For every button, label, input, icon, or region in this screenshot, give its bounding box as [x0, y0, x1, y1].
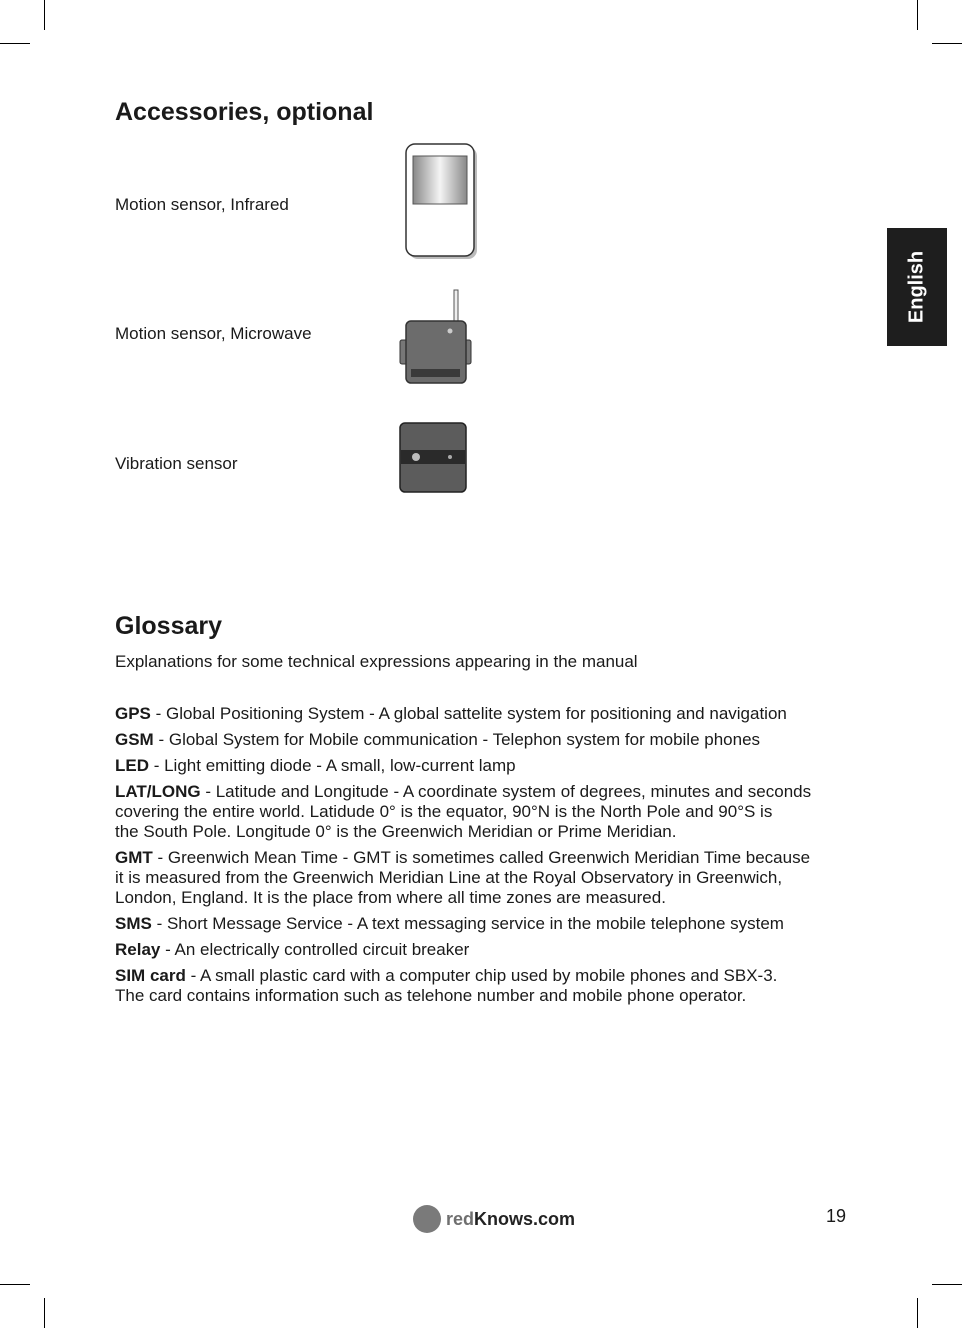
redknows-logo	[413, 1205, 575, 1233]
crop-mark	[917, 1298, 918, 1328]
logo-text: red	[446, 1208, 475, 1229]
glossary-entry	[115, 966, 875, 1006]
glossary-definition: - Light emitting diode - A small, low-current lamp	[149, 756, 516, 775]
glossary-line	[115, 802, 875, 822]
glossary-list	[115, 704, 875, 1012]
accessory-label: Motion sensor, Infrared	[115, 195, 289, 214]
glossary-intro: Explanations for some technical expressions appearing in the manual	[115, 652, 638, 671]
crop-mark	[0, 1284, 30, 1285]
crop-mark	[0, 43, 30, 44]
glossary-term: LED	[115, 756, 149, 775]
crop-mark	[932, 43, 962, 44]
glossary-definition: - Global System for Mobile communication - Telephon system for mobile phones	[153, 730, 761, 749]
glossary-definition: - An electrically controlled circuit breaker	[160, 940, 470, 959]
glossary-line	[115, 822, 875, 842]
glossary-line	[115, 986, 875, 1006]
glossary-definition: - Global Positioning System - A global sattelite system for positioning and navigation	[150, 704, 787, 723]
accessory-label: Motion sensor, Microwave	[115, 324, 312, 343]
glossary-line	[115, 782, 875, 802]
glossary-definition: covering the entire world. Latidude 0° is the equator, 90°N is the North Pole and 90°S is	[115, 802, 773, 821]
crop-mark	[917, 0, 918, 30]
glossary-entry	[115, 782, 875, 842]
glossary-term: LAT/LONG	[115, 782, 201, 801]
glossary-entry	[115, 848, 875, 908]
glossary-term: GSM	[115, 730, 154, 749]
glossary-title: Glossary	[115, 612, 223, 640]
page-number: 19	[826, 1206, 847, 1226]
language-tab	[887, 228, 947, 346]
glossary-line	[115, 868, 875, 888]
microwave-sensor-image	[398, 288, 478, 388]
infrared-sensor-image	[400, 140, 485, 265]
glossary-line	[115, 914, 875, 934]
glossary-definition: The card contains information such as telehone number and mobile phone operator.	[115, 986, 747, 1005]
glossary-entry	[115, 940, 875, 960]
glossary-line	[115, 888, 875, 908]
glossary-entry	[115, 756, 875, 776]
glossary-entry	[115, 730, 875, 750]
glossary-definition: the South Pole. Longitude 0° is the Greenwich Meridian or Prime Meridian.	[115, 822, 677, 841]
glossary-line	[115, 730, 875, 750]
glossary-line	[115, 704, 875, 724]
glossary-term: GPS	[115, 704, 151, 723]
glossary-definition: - Short Message Service - A text messaging service in the mobile telephone system	[151, 914, 784, 933]
glossary-definition: - A small plastic card with a computer chip used by mobile phones and SBX-3.	[185, 966, 778, 985]
glossary-term: Relay	[115, 940, 161, 959]
glossary-definition: - Latitude and Longitude - A coordinate system of degrees, minutes and seconds	[200, 782, 812, 801]
logo-text: Knows.com	[474, 1208, 576, 1229]
logo-circle-icon	[413, 1205, 441, 1233]
glossary-line	[115, 940, 875, 960]
glossary-entry	[115, 914, 875, 934]
crop-mark	[932, 1284, 962, 1285]
accessory-label: Vibration sensor	[115, 454, 238, 473]
glossary-line	[115, 848, 875, 868]
accessories-title: Accessories, optional	[115, 98, 374, 126]
glossary-definition: it is measured from the Greenwich Meridian Line at the Royal Observatory in Greenwich,	[115, 868, 783, 887]
glossary-line	[115, 966, 875, 986]
language-label: English	[905, 250, 928, 324]
glossary-term: GMT	[115, 848, 153, 867]
glossary-line	[115, 756, 875, 776]
glossary-term: SIM card	[115, 966, 186, 985]
glossary-definition: - Greenwich Mean Time - GMT is sometimes called Greenwich Meridian Time because	[152, 848, 811, 867]
vibration-sensor-image	[398, 420, 473, 498]
glossary-term: SMS	[115, 914, 152, 933]
glossary-entry	[115, 704, 875, 724]
glossary-definition: London, England. It is the place from where all time zones are measured.	[115, 888, 666, 907]
crop-mark	[44, 1298, 45, 1328]
crop-mark	[44, 0, 45, 30]
